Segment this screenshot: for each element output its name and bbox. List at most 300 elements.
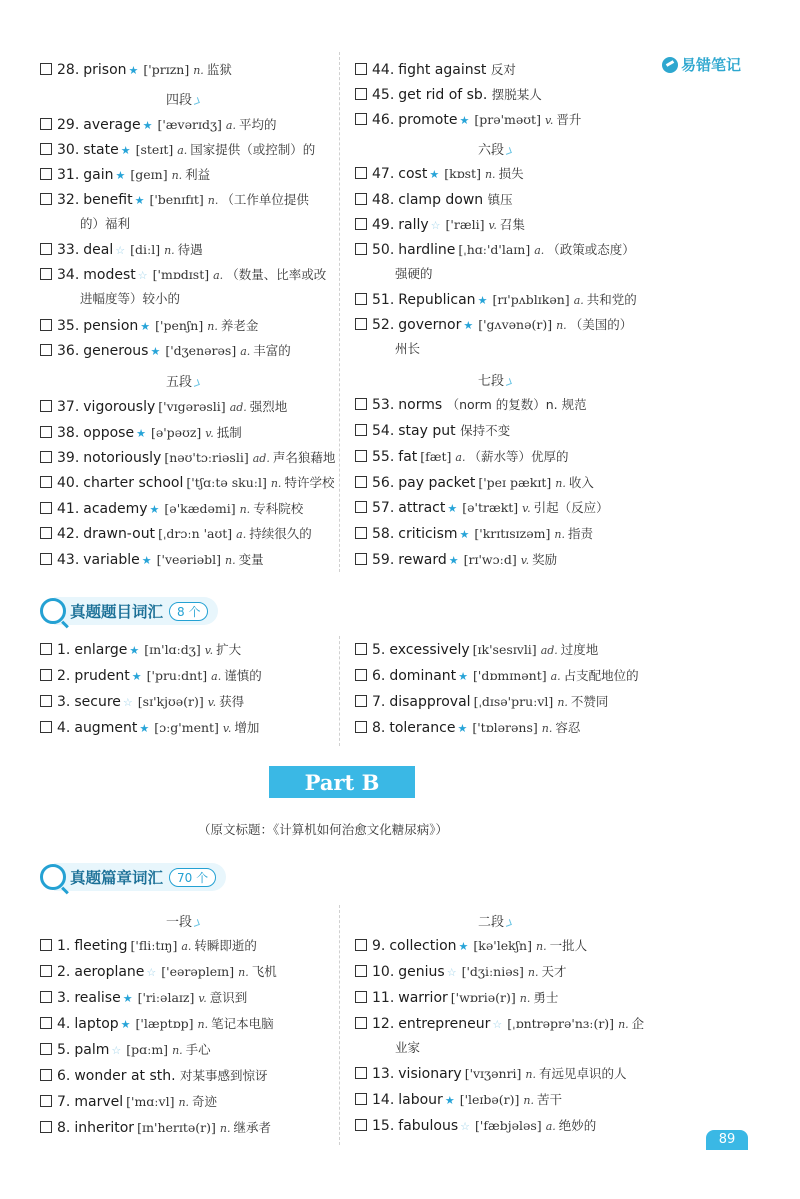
entry-number: 40. bbox=[57, 475, 80, 491]
checkbox[interactable] bbox=[355, 553, 367, 565]
entry-phonetic: ['tɒlərəns] bbox=[472, 720, 538, 735]
checkbox[interactable] bbox=[355, 721, 367, 733]
vocab-entry bbox=[40, 1015, 274, 1034]
entry-number: 1. bbox=[57, 938, 71, 954]
checkbox[interactable] bbox=[355, 476, 367, 488]
entry-phonetic: [ˌdɪsə'pruːvl] bbox=[473, 694, 554, 709]
entry-pos: a. bbox=[455, 451, 466, 464]
entry-pos: v. bbox=[207, 696, 217, 709]
entry-number: 11. bbox=[372, 990, 395, 1006]
entry-number: 48. bbox=[372, 192, 395, 208]
vocab-entry bbox=[355, 551, 557, 570]
vocab-entry bbox=[40, 449, 335, 468]
checkbox[interactable] bbox=[355, 398, 367, 410]
banner-count: 8 个 bbox=[169, 602, 208, 621]
banner-title: 真题题目词汇 bbox=[70, 603, 164, 621]
entry-pos: a. bbox=[534, 244, 545, 257]
entry-phonetic: ['peɪ pækɪt] bbox=[478, 475, 552, 490]
vocab-entry bbox=[40, 525, 312, 544]
star-icon: ★ bbox=[459, 114, 470, 127]
star-icon: ☆ bbox=[111, 1044, 122, 1057]
entry-phonetic: [fæt] bbox=[420, 449, 452, 464]
star-icon: ☆ bbox=[446, 966, 457, 979]
vocab-entry bbox=[355, 989, 558, 1008]
checkbox[interactable] bbox=[40, 451, 52, 463]
banner-bar bbox=[54, 863, 226, 891]
entry-phonetic: [ˌɒntrəprə'nɜː(r)] bbox=[507, 1016, 615, 1031]
checkbox[interactable] bbox=[355, 695, 367, 707]
checkbox[interactable] bbox=[40, 643, 52, 655]
entry-word: excessively bbox=[389, 642, 470, 658]
star-icon: ★ bbox=[429, 168, 440, 181]
vocab-entry bbox=[355, 396, 587, 414]
vocab-entry bbox=[355, 216, 525, 235]
entry-pos: n. bbox=[535, 940, 547, 953]
entry-word: state bbox=[83, 142, 119, 158]
entry-pos: n. bbox=[239, 503, 251, 516]
entry-meaning: 奖励 bbox=[532, 552, 558, 567]
checkbox[interactable] bbox=[355, 167, 367, 179]
entry-phonetic: [ɪn'lɑːdʒ] bbox=[144, 642, 201, 657]
entry-word: vigorously bbox=[83, 399, 156, 415]
entry-number: 34. bbox=[57, 267, 80, 283]
entry-phonetic: [rɪ'pʌblɪkən] bbox=[492, 292, 570, 307]
entry-number: 8. bbox=[372, 720, 386, 736]
entry-word: promote bbox=[398, 112, 458, 128]
entry-pos: n. bbox=[178, 1096, 190, 1109]
entry-phonetic: ['dɒmɪnənt] bbox=[473, 668, 547, 683]
entry-pos: n. bbox=[556, 319, 567, 332]
entry-word: fabulous bbox=[398, 1118, 459, 1134]
vocab-entry bbox=[40, 1093, 217, 1112]
column-divider bbox=[339, 905, 340, 1145]
entry-word: collection bbox=[389, 938, 457, 954]
entry-pos: n. bbox=[171, 169, 183, 182]
checkbox[interactable] bbox=[355, 1093, 367, 1105]
entry-word: get rid of sb. bbox=[398, 87, 488, 103]
section-header: 五段 bbox=[166, 371, 199, 390]
magnifier-icon bbox=[40, 598, 66, 624]
checkbox[interactable] bbox=[355, 293, 367, 305]
entry-word: realise bbox=[74, 990, 121, 1006]
entry-number: 59. bbox=[372, 552, 395, 568]
checkbox[interactable] bbox=[40, 193, 52, 205]
banner-title: 真题篇章词汇 bbox=[70, 869, 164, 887]
checkbox[interactable] bbox=[355, 501, 367, 513]
entry-phonetic: ['vɪgərəsli] bbox=[158, 399, 226, 414]
entry-word: drawn-out bbox=[83, 526, 156, 542]
entry-meaning: 监狱 bbox=[206, 62, 232, 77]
entry-number: 28. bbox=[57, 62, 80, 78]
entry-word: genius bbox=[398, 964, 445, 980]
entry-phonetic: [ɔːg'ment] bbox=[154, 720, 219, 735]
entry-word: norms bbox=[398, 397, 443, 413]
entry-meaning: 继承者 bbox=[233, 1120, 271, 1135]
entry-phonetic: ['tʃɑːtə skuːl] bbox=[186, 475, 267, 490]
entry-phonetic: ['krɪtɪsɪzəm] bbox=[474, 526, 551, 541]
checkbox[interactable] bbox=[40, 721, 52, 733]
entry-phonetic: [ə'trækt] bbox=[462, 500, 519, 515]
entry-pos: n. bbox=[207, 320, 218, 333]
entry-word: dominant bbox=[389, 668, 457, 684]
checkbox[interactable] bbox=[40, 143, 52, 155]
vocab-entry bbox=[355, 667, 639, 686]
checkbox[interactable] bbox=[40, 1069, 52, 1081]
star-icon: ★ bbox=[120, 1018, 131, 1031]
entry-meaning: 过度地 bbox=[560, 642, 599, 657]
origin-title: （原文标题：《计算机如何治愈文化糖尿病》） bbox=[198, 822, 449, 837]
entry-pos: ad. bbox=[252, 452, 270, 465]
entry-pos: n. bbox=[207, 194, 219, 207]
star-icon: ★ bbox=[458, 670, 469, 683]
vocab-entry bbox=[355, 61, 516, 79]
checkbox[interactable] bbox=[355, 318, 367, 330]
checkbox[interactable] bbox=[40, 118, 52, 130]
entry-number: 44. bbox=[372, 62, 395, 78]
checkbox[interactable] bbox=[40, 476, 52, 488]
entry-word: fleeting bbox=[74, 938, 128, 954]
vocab-entry bbox=[355, 641, 598, 660]
checkbox[interactable] bbox=[355, 1067, 367, 1079]
entry-meaning: 奇迹 bbox=[192, 1094, 218, 1109]
entry-word: pay packet bbox=[398, 475, 476, 491]
checkbox[interactable] bbox=[40, 1095, 52, 1107]
entry-meaning: 一批人 bbox=[549, 938, 588, 953]
entry-number: 6. bbox=[57, 1068, 71, 1084]
entry-pos: n. bbox=[618, 1018, 629, 1031]
star-icon: ★ bbox=[150, 345, 161, 358]
entry-word: wonder at sth. bbox=[74, 1068, 176, 1084]
checkbox[interactable] bbox=[40, 939, 52, 951]
checkbox[interactable] bbox=[355, 218, 367, 230]
entry-pos: n. bbox=[219, 1122, 231, 1135]
vocab-entry bbox=[40, 989, 247, 1008]
entry-word: warrior bbox=[398, 990, 448, 1006]
checkbox[interactable] bbox=[40, 991, 52, 1003]
entry-word: prison bbox=[83, 62, 127, 78]
entry-word: labour bbox=[398, 1092, 443, 1108]
vocab-entry bbox=[355, 111, 581, 130]
entry-pos: n. bbox=[484, 168, 496, 181]
section-header: 七段 bbox=[478, 370, 511, 389]
entry-number: 5. bbox=[372, 642, 386, 658]
checkbox[interactable] bbox=[40, 268, 52, 280]
entry-word: stay put bbox=[398, 423, 456, 439]
star-icon: ★ bbox=[128, 64, 139, 77]
vocab-entry bbox=[40, 317, 258, 336]
checkbox[interactable] bbox=[355, 643, 367, 655]
star-icon: ☆ bbox=[122, 696, 133, 709]
checkbox[interactable] bbox=[40, 400, 52, 412]
entry-phonetic: [diːl] bbox=[130, 242, 161, 257]
checkbox[interactable] bbox=[355, 424, 367, 436]
entry-word: clamp down bbox=[398, 192, 484, 208]
entry-number: 2. bbox=[57, 964, 71, 980]
entry-number: 29. bbox=[57, 117, 80, 133]
vocab-entry bbox=[355, 1015, 644, 1034]
entry-meaning: 对某事感到惊讶 bbox=[180, 1068, 268, 1083]
entry-meaning: （薪水等）优厚的 bbox=[468, 449, 569, 464]
entry-word: laptop bbox=[74, 1016, 119, 1032]
entry-phonetic: ['fæbjələs] bbox=[475, 1118, 542, 1133]
star-icon: ☆ bbox=[492, 1018, 503, 1031]
star-icon: ★ bbox=[142, 119, 153, 132]
entry-number: 45. bbox=[372, 87, 395, 103]
star-icon: ★ bbox=[134, 194, 145, 207]
checkbox[interactable] bbox=[40, 553, 52, 565]
entry-word: charter school bbox=[83, 475, 184, 491]
entry-number: 31. bbox=[57, 167, 80, 183]
vocab-entry bbox=[355, 422, 510, 440]
entry-meaning: 特许学校 bbox=[284, 475, 335, 490]
checkbox[interactable] bbox=[40, 669, 52, 681]
entry-phonetic: ['vɪʒənri] bbox=[464, 1066, 522, 1081]
vocab-entry bbox=[40, 1041, 211, 1060]
entry-word: disapproval bbox=[389, 694, 471, 710]
checkbox[interactable] bbox=[40, 319, 52, 331]
entry-meaning: 摆脱某人 bbox=[491, 87, 542, 102]
entry-meaning-continued: 进幅度等）较小的 bbox=[80, 291, 181, 306]
entry-word: enlarge bbox=[74, 642, 128, 658]
vocab-entry bbox=[355, 1091, 562, 1110]
vocab-entry bbox=[40, 719, 259, 738]
star-icon: ★ bbox=[141, 554, 152, 567]
checkbox[interactable] bbox=[40, 344, 52, 356]
entry-number: 32. bbox=[57, 192, 80, 208]
entry-phonetic: ['ræli] bbox=[445, 217, 485, 232]
entry-phonetic: ['leɪbə(r)] bbox=[459, 1092, 520, 1107]
entry-number: 10. bbox=[372, 964, 395, 980]
entry-meaning: 勇士 bbox=[533, 990, 559, 1005]
entry-pos: v. bbox=[198, 992, 207, 1005]
entry-number: 7. bbox=[372, 694, 386, 710]
entry-meaning: 收入 bbox=[568, 475, 594, 490]
vocab-entry bbox=[40, 1119, 271, 1138]
entry-meaning: 笔记本电脑 bbox=[211, 1016, 274, 1031]
brand-logo bbox=[662, 54, 741, 75]
entry-phonetic: [kɒst] bbox=[444, 166, 481, 181]
entry-word: fat bbox=[398, 449, 418, 465]
entry-meaning: 利益 bbox=[185, 167, 211, 182]
checkbox[interactable] bbox=[355, 965, 367, 977]
checkbox[interactable] bbox=[40, 695, 52, 707]
checkbox[interactable] bbox=[355, 193, 367, 205]
checkbox[interactable] bbox=[355, 669, 367, 681]
entry-phonetic: ['læptɒp] bbox=[135, 1016, 194, 1031]
checkbox[interactable] bbox=[355, 991, 367, 1003]
entry-pos: a. bbox=[225, 119, 236, 132]
entry-phonetic: [ə'kædəmi] bbox=[164, 501, 236, 516]
entry-meaning: 损失 bbox=[498, 166, 524, 181]
entry-pos: ad. bbox=[229, 401, 247, 414]
vocab-entry bbox=[40, 166, 210, 185]
entry-number: 41. bbox=[57, 501, 80, 517]
entry-meaning: 平均的 bbox=[238, 117, 277, 132]
vocab-entry bbox=[355, 693, 608, 712]
vocab-entry bbox=[355, 316, 632, 335]
entry-meaning: 声名狼藉地 bbox=[272, 450, 336, 465]
entry-number: 1. bbox=[57, 642, 71, 658]
banner-bar bbox=[54, 597, 218, 625]
entry-phonetic: ['veəriəbl] bbox=[156, 552, 222, 567]
entry-meaning: （美国的） bbox=[569, 317, 633, 332]
vocab-entry bbox=[40, 937, 257, 956]
vocab-entry bbox=[40, 241, 203, 260]
vocab-entry bbox=[40, 963, 277, 982]
checkbox[interactable] bbox=[40, 426, 52, 438]
entry-phonetic: [ə'pəʊz] bbox=[150, 425, 202, 440]
checkbox[interactable] bbox=[40, 63, 52, 75]
checkbox[interactable] bbox=[355, 939, 367, 951]
entry-word: oppose bbox=[83, 425, 135, 441]
checkbox[interactable] bbox=[355, 63, 367, 75]
checkbox[interactable] bbox=[40, 502, 52, 514]
vocab-entry bbox=[355, 1117, 596, 1136]
entry-meaning: （数量、比率或改 bbox=[226, 267, 327, 282]
entry-number: 3. bbox=[57, 990, 71, 1006]
section-header: 四段 bbox=[166, 89, 199, 108]
entry-pos: n. bbox=[555, 477, 566, 490]
vocab-entry bbox=[40, 693, 244, 712]
vocab-entry bbox=[355, 525, 593, 544]
magnifier-icon bbox=[40, 864, 66, 890]
entry-pos: n. bbox=[197, 1018, 209, 1031]
star-icon: ★ bbox=[457, 722, 468, 735]
entry-word: benefit bbox=[83, 192, 133, 208]
checkbox[interactable] bbox=[355, 1119, 367, 1131]
entry-phonetic: ['wɒriə(r)] bbox=[450, 990, 516, 1005]
vocab-entry bbox=[355, 937, 587, 956]
star-icon: ★ bbox=[129, 644, 140, 657]
vocab-entry bbox=[40, 342, 291, 361]
checkbox[interactable] bbox=[40, 965, 52, 977]
entry-number: 50. bbox=[372, 242, 395, 258]
entry-meaning: 有远见卓识的人 bbox=[539, 1066, 627, 1081]
entry-meaning: （工作单位提供 bbox=[221, 192, 309, 207]
entry-pos: n. bbox=[557, 696, 568, 709]
vocab-entry bbox=[40, 424, 242, 443]
vocab-entry bbox=[355, 719, 580, 738]
entry-phonetic: ['dʒenərəs] bbox=[165, 343, 237, 358]
entry-pos: n. bbox=[193, 64, 204, 77]
entry-number: 13. bbox=[372, 1066, 395, 1082]
entry-meaning: 转瞬即逝的 bbox=[194, 938, 257, 953]
entry-word: aeroplane bbox=[74, 964, 145, 980]
entry-pos: v. bbox=[222, 722, 232, 735]
entry-pos: n. bbox=[164, 244, 175, 257]
entry-meaning: 反对 bbox=[490, 62, 516, 77]
entry-word: attract bbox=[398, 500, 446, 516]
checkbox[interactable] bbox=[355, 527, 367, 539]
entry-phonetic: [geɪn] bbox=[130, 167, 168, 182]
entry-word: cost bbox=[398, 166, 428, 182]
entry-meaning-continued: 业家 bbox=[395, 1040, 421, 1055]
vocab-entry bbox=[355, 963, 567, 982]
entry-meaning-continued: 强硬的 bbox=[395, 266, 433, 281]
checkbox[interactable] bbox=[40, 1017, 52, 1029]
star-icon: ☆ bbox=[146, 966, 157, 979]
entry-pos: n. bbox=[270, 477, 282, 490]
star-icon: ★ bbox=[458, 940, 469, 953]
checkbox[interactable] bbox=[40, 527, 52, 539]
entry-phonetic: [ˌdrɔːn 'aʊt] bbox=[158, 526, 233, 541]
entry-meaning: 苦干 bbox=[537, 1092, 563, 1107]
entry-pos: n. bbox=[523, 1094, 535, 1107]
vocab-entry bbox=[40, 667, 262, 686]
vocab-entry bbox=[355, 448, 569, 467]
entry-number: 30. bbox=[57, 142, 80, 158]
banner-count: 70 个 bbox=[169, 868, 216, 887]
vocab-entry bbox=[40, 116, 276, 135]
section-header: 六段 bbox=[478, 139, 511, 158]
entry-meaning: 晋升 bbox=[556, 112, 582, 127]
entry-meaning: （norm 的复数）n. 规范 bbox=[446, 397, 587, 412]
star-icon: ★ bbox=[149, 503, 160, 516]
checkbox[interactable] bbox=[40, 1121, 52, 1133]
checkbox[interactable] bbox=[355, 450, 367, 462]
entry-meaning-continued: 的）福利 bbox=[80, 216, 131, 231]
entry-pos: n. bbox=[525, 1068, 537, 1081]
column-divider bbox=[339, 52, 340, 572]
checkbox[interactable] bbox=[355, 243, 367, 255]
checkbox[interactable] bbox=[355, 113, 367, 125]
entry-word: reward bbox=[398, 552, 447, 568]
star-icon: ★ bbox=[140, 320, 151, 333]
entry-meaning: 天才 bbox=[541, 964, 567, 979]
checkbox[interactable] bbox=[355, 1017, 367, 1029]
entry-word: palm bbox=[74, 1042, 110, 1058]
entry-phonetic: ['gʌvənə(r)] bbox=[478, 317, 553, 332]
entry-meaning: （政策或态度） bbox=[547, 242, 635, 257]
entry-pos: a. bbox=[213, 269, 224, 282]
star-icon: ★ bbox=[444, 1094, 455, 1107]
entry-number: 57. bbox=[372, 500, 395, 516]
entry-word: inheritor bbox=[74, 1120, 135, 1136]
entry-phonetic: [sɪ'kjʊə(r)] bbox=[137, 694, 204, 709]
pencil-icon bbox=[662, 57, 678, 73]
star-icon: ★ bbox=[131, 670, 142, 683]
entry-pos: a. bbox=[550, 670, 561, 683]
checkbox[interactable] bbox=[40, 243, 52, 255]
entry-number: 36. bbox=[57, 343, 80, 359]
entry-word: deal bbox=[83, 242, 114, 258]
vocab-entry bbox=[40, 1067, 268, 1085]
part-b-title: Part B bbox=[269, 766, 415, 798]
checkbox[interactable] bbox=[40, 1043, 52, 1055]
entry-phonetic: [rɪ'wɔːd] bbox=[463, 552, 517, 567]
star-icon: ★ bbox=[459, 528, 470, 541]
entry-meaning: 不赞同 bbox=[570, 694, 609, 709]
entry-phonetic: [ɪk'sesɪvli] bbox=[472, 642, 537, 657]
entry-pos: a. bbox=[240, 345, 251, 358]
entry-word: generous bbox=[83, 343, 149, 359]
entry-number: 8. bbox=[57, 1120, 71, 1136]
entry-word: augment bbox=[74, 720, 138, 736]
checkbox[interactable] bbox=[40, 168, 52, 180]
checkbox[interactable] bbox=[355, 88, 367, 100]
vocab-entry bbox=[40, 266, 326, 285]
entry-meaning: 召集 bbox=[499, 217, 525, 232]
entry-meaning: 待遇 bbox=[177, 242, 203, 257]
entry-pos: n. bbox=[554, 528, 565, 541]
entry-meaning: 手心 bbox=[185, 1042, 211, 1057]
entry-meaning: 抵制 bbox=[216, 425, 242, 440]
entry-phonetic: ['mɑːvl] bbox=[126, 1094, 175, 1109]
entry-word: secure bbox=[74, 694, 121, 710]
entry-meaning: 共和党的 bbox=[586, 292, 637, 307]
entry-number: 5. bbox=[57, 1042, 71, 1058]
star-icon: ☆ bbox=[430, 219, 441, 232]
